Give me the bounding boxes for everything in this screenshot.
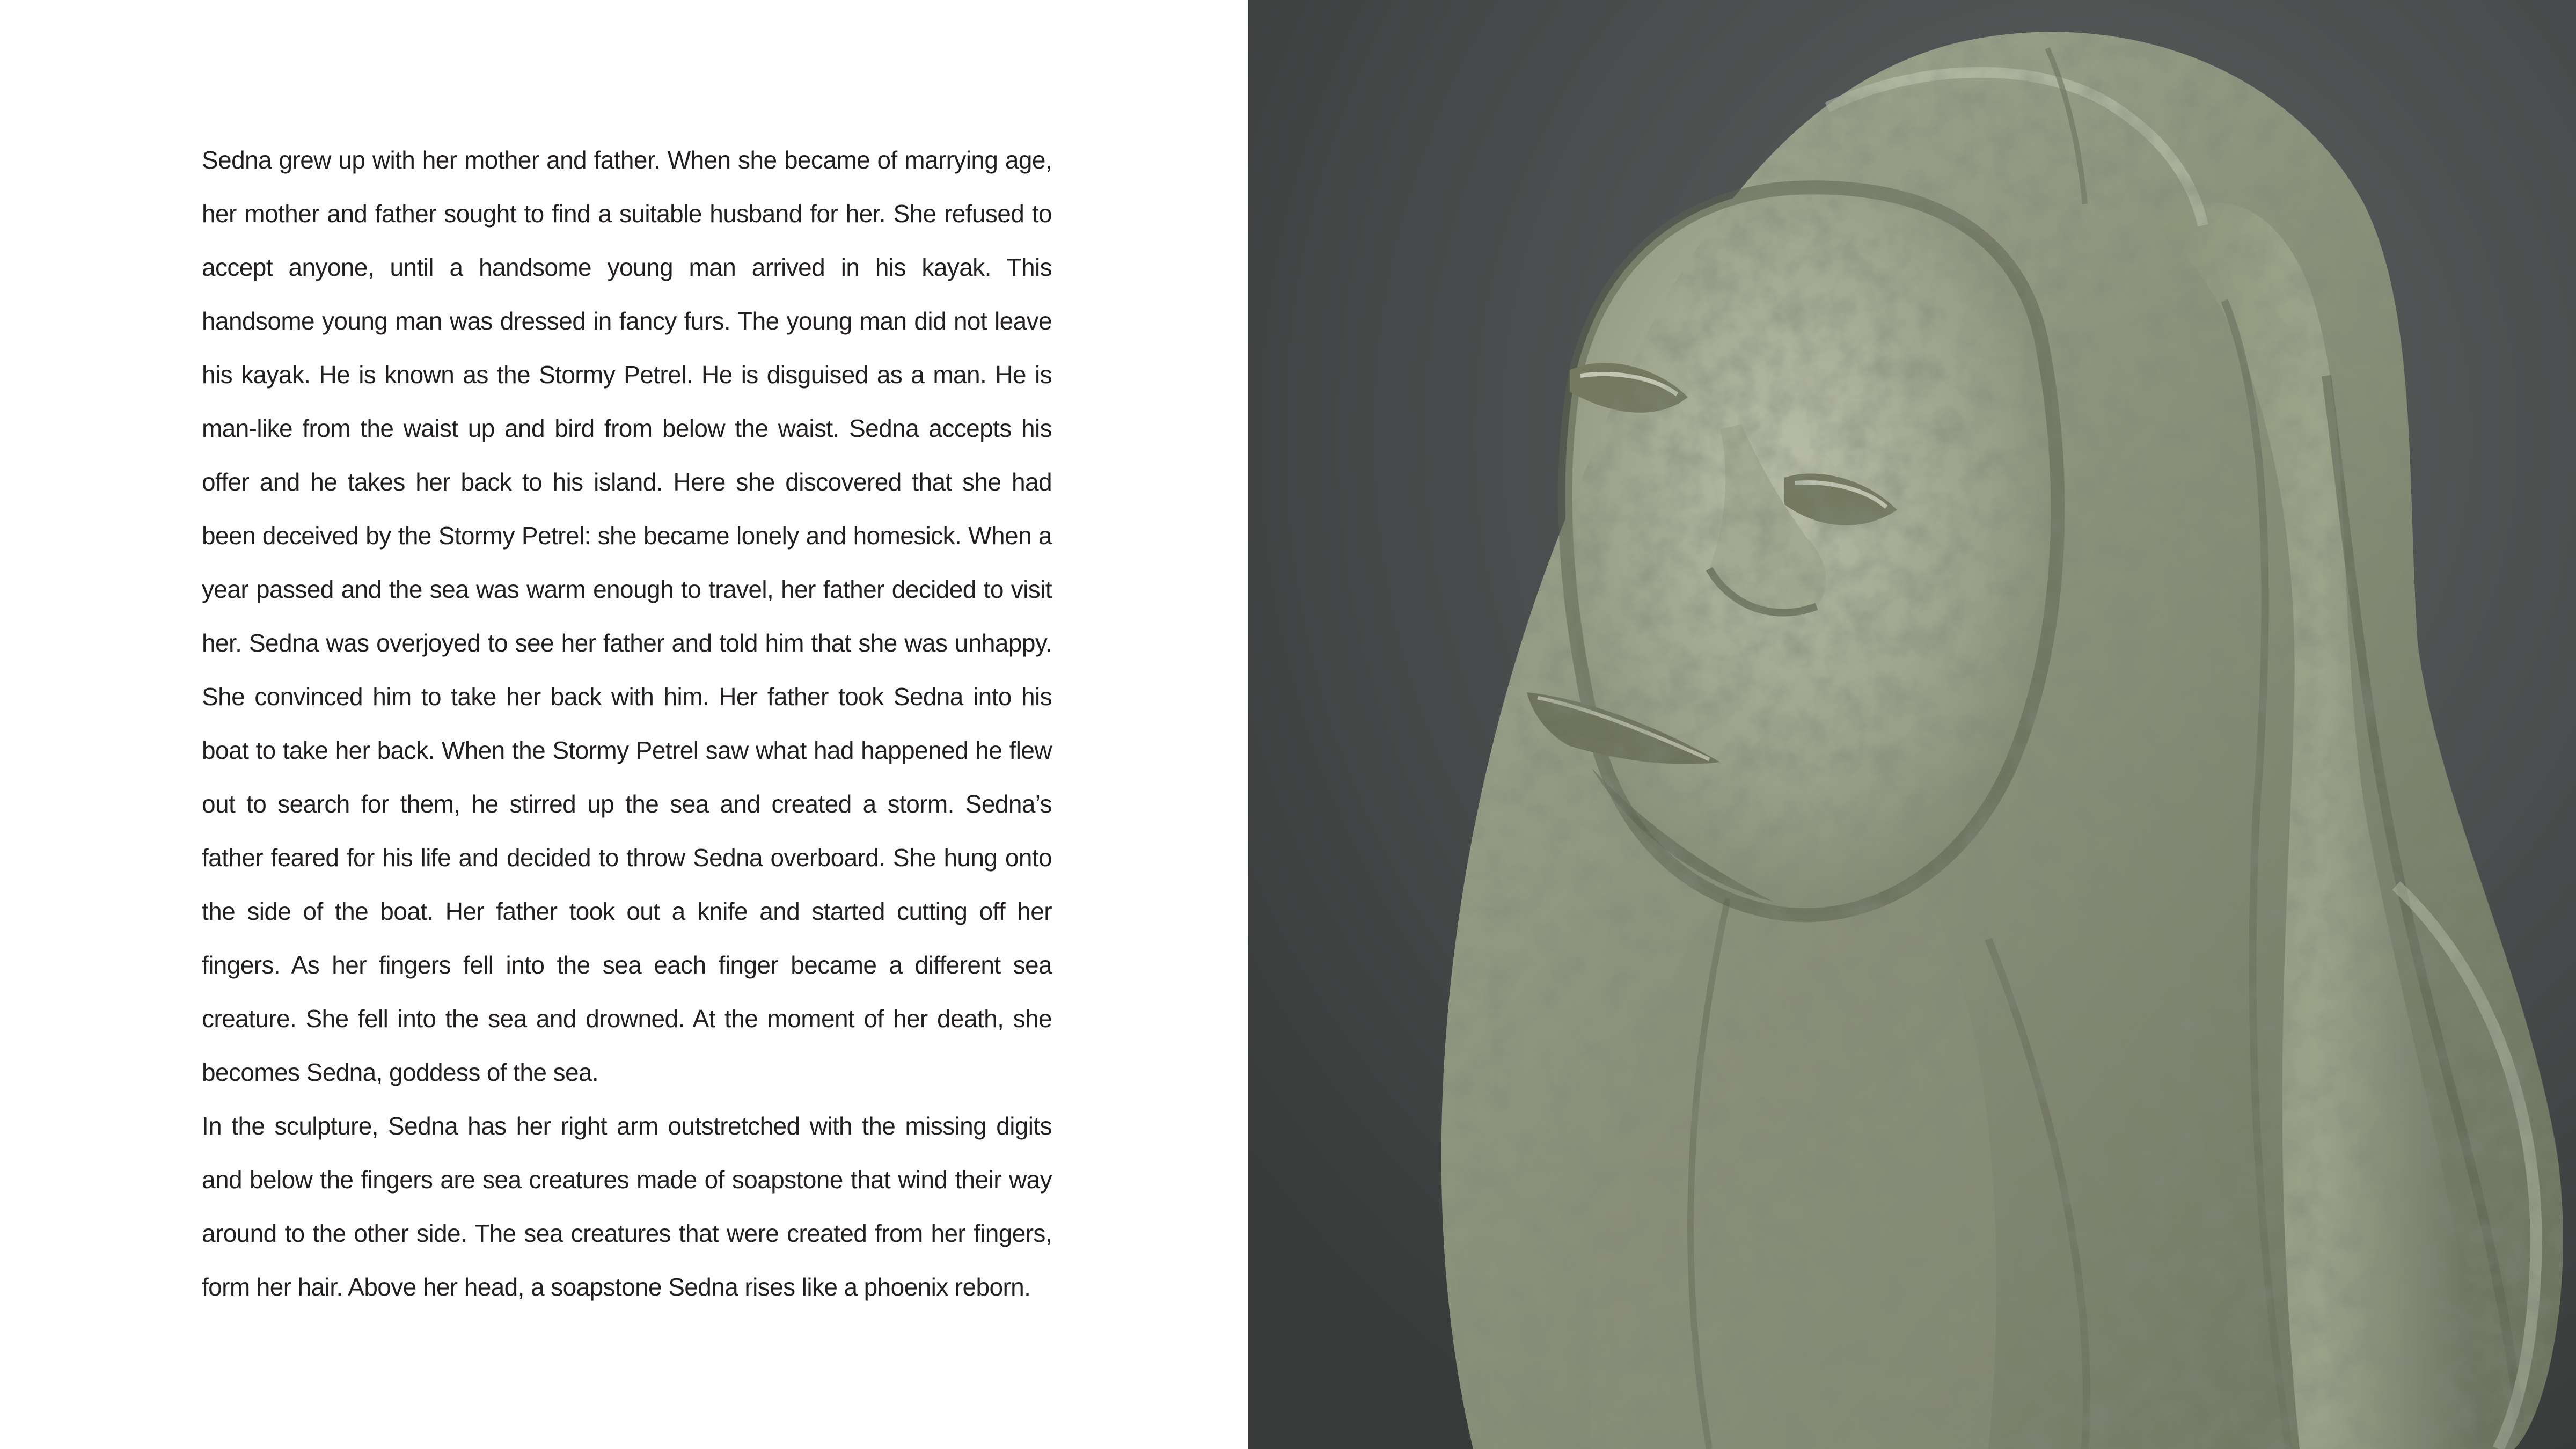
story-text-column	[202, 133, 1052, 1314]
sedna-sculpture-image	[1248, 0, 2576, 1449]
text-page	[0, 0, 1248, 1449]
sculpture-description-paragraph: In the sculpture, Sedna has her right arm outstretched with the missing digits and below the fingers are sea creatures made of soapstone that wind their way around to the other side. The sea creatures that were created from her fingers, form her hair. Above her head, a soapstone Sedna rises like a phoenix reborn.	[202, 1112, 1052, 1301]
sculpture-photo	[1248, 0, 2576, 1449]
story-paragraph: Sedna grew up with her mother and father. When she became of marrying age, her mother and father sought to find a suitable husband for her. She refused to accept anyone, until a handsome young man arrived in his kayak. This handsome young man was dressed in fancy furs. The young man did not leave his kayak. He is known as the Stormy Petrel. He is disguised as a man. He is man-like from the waist up and bird from below the waist. Sedna accepts his offer and he takes her back to his island. Here she discovered that she had been deceived by the Stormy Petrel: she became lonely and homesick. When a year passed and the sea was warm enough to travel, her father decided to visit her. Sedna was overjoyed to see her father and told him that she was unhappy. She convinced him to take her back with him. Her father took Sedna into his boat to take her back. When the Stormy Petrel saw what had happened he flew out to search for them, he stirred up the sea and created a storm. Sedna’s father feared for his life and decided to throw Sedna overboard. She hung onto the side of the boat. Her father took out a knife and started cutting off her fingers. As her fingers fell into the sea each finger became a different sea creature. She fell into the sea and drowned. At the moment of her death, she becomes Sedna, goddess of the sea.	[202, 146, 1052, 1086]
